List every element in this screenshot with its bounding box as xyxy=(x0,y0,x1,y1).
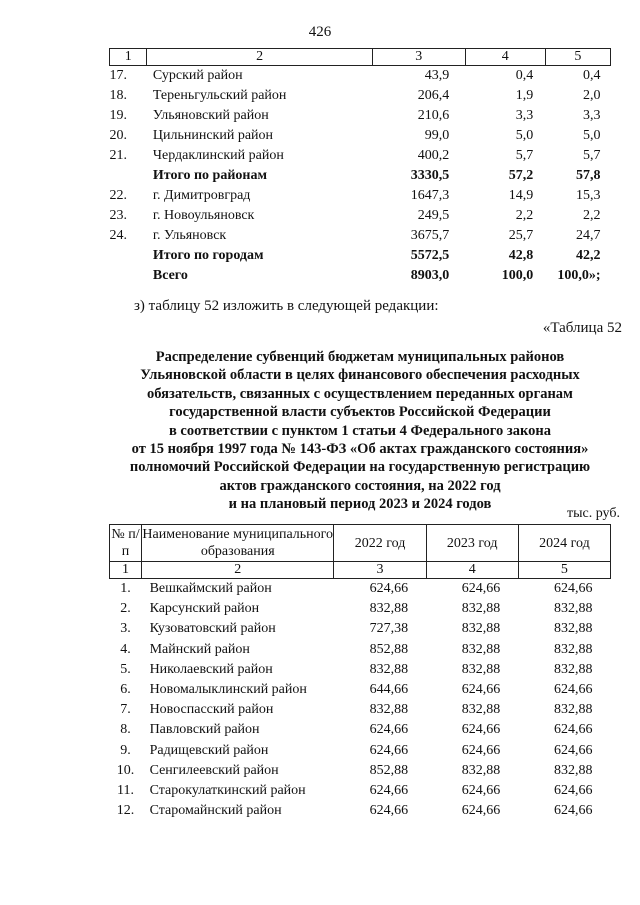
table-2-cell-y2022: 624,66 xyxy=(369,742,409,758)
table-2-column-numbers-row xyxy=(110,562,611,579)
table-1-row xyxy=(110,166,611,186)
table-1-cell-name: Итого по городам xyxy=(152,248,264,263)
table-2-row xyxy=(110,619,611,639)
page-number: 426 xyxy=(308,24,332,40)
table-2-cell-y2024: 832,88 xyxy=(554,601,593,617)
table-2-cell-y2024: 624,66 xyxy=(554,803,593,819)
table-1-row xyxy=(110,206,611,226)
table-2-cell-y2022: 832,88 xyxy=(369,661,409,677)
table-1-cell-v3: 206,4 xyxy=(417,88,450,103)
table-1-cell-v4: 1,9 xyxy=(515,88,534,103)
header-2022: 2022 год xyxy=(334,525,426,562)
table-2-cell-y2022: 832,88 xyxy=(369,601,409,617)
table-1-cell-v3: 400,2 xyxy=(417,148,450,163)
table-1-cell-v5: 100,0»; xyxy=(557,268,601,283)
table-2-cell-num: 4. xyxy=(120,641,131,657)
table-1-header-cell: 4 xyxy=(465,49,545,66)
table-1-cell-v5: 42,2 xyxy=(576,248,601,263)
amendment-paragraph: з) таблицу 52 изложить в следующей редакции: xyxy=(134,298,439,314)
table-2-row xyxy=(110,781,611,801)
table-1-cell-name: г. Димитровград xyxy=(152,188,251,203)
table-2-cell-y2022: 727,38 xyxy=(369,621,409,637)
table-1-cell-v4: 100,0 xyxy=(501,268,534,283)
table-2-cell-y2023: 832,88 xyxy=(461,601,501,617)
table-2-cell-num: 9. xyxy=(120,742,131,758)
table-1-row xyxy=(110,126,611,146)
table-1-cell-v3: 3330,5 xyxy=(410,168,450,183)
table-2-cell-y2023: 624,66 xyxy=(461,783,501,799)
table-1-cell-name: Всего xyxy=(152,268,188,283)
table-2-cell-y2022: 644,66 xyxy=(369,682,409,698)
title-line: Распределение субвенций бюджетам муниципальных районов xyxy=(155,349,565,365)
table-1-cell-v3: 249,5 xyxy=(417,208,450,223)
table-2-cell-y2024: 624,66 xyxy=(554,581,593,596)
column-number: 2 xyxy=(142,562,334,579)
table-1-cell-v4: 42,8 xyxy=(508,248,534,263)
column-number: 1 xyxy=(110,562,142,579)
table-1-cell-v3: 1647,3 xyxy=(410,188,450,203)
table-2-cell-y2023: 624,66 xyxy=(461,803,501,819)
table-1-cell-v5: 24,7 xyxy=(576,228,601,243)
table-1-cell-v5: 5,7 xyxy=(583,148,601,163)
table-2-cell-num: 5. xyxy=(120,661,131,677)
table-1-cell-v3: 8903,0 xyxy=(410,268,450,283)
table-2-cell-y2024: 624,66 xyxy=(554,783,593,799)
title-line: от 15 ноября 1997 года № 143-ФЗ «Об актах гражданского состояния» xyxy=(131,441,589,458)
table-1-cell-name: г. Новоульяновск xyxy=(152,208,255,223)
table-1-cell-v3: 210,6 xyxy=(417,108,450,123)
table-1-cell-num xyxy=(110,246,147,266)
table-1-cell-v5: 5,0 xyxy=(583,128,601,143)
table-2-cell-y2024: 832,88 xyxy=(554,641,593,657)
table-1-cell-v3: 3675,7 xyxy=(410,228,450,243)
header-2023: 2023 год xyxy=(426,525,518,562)
table-2-cell-name: Старомайнский район xyxy=(149,803,282,819)
table-2-cell-name: Николаевский район xyxy=(149,661,273,677)
table-2-cell-y2022: 852,88 xyxy=(369,641,409,657)
table-1-cell-v5: 2,0 xyxy=(583,88,601,103)
table-2-cell-y2022: 624,66 xyxy=(369,722,409,738)
table-2-cell-name: Новомалыклинский район xyxy=(149,682,307,698)
table-2-cell-y2022: 624,66 xyxy=(369,803,409,819)
table-2-cell-y2024: 832,88 xyxy=(554,702,593,718)
table-1-cell-v3: 5572,5 xyxy=(410,248,450,263)
table-2-cell-y2023: 832,88 xyxy=(461,762,501,778)
table-2-cell-name: Вешкаймский район xyxy=(149,581,272,596)
table-1-cell-v3: 99,0 xyxy=(424,128,450,143)
table-reference: «Таблица 52 xyxy=(542,320,622,336)
table-2-cell-name: Старокулаткинский район xyxy=(149,783,306,799)
table-2-cell-num: 2. xyxy=(120,601,131,617)
table-2-cell-num: 12. xyxy=(116,803,135,819)
table-2-cell-num: 3. xyxy=(120,621,131,637)
table-1-cell-num: 24. xyxy=(109,228,127,243)
table-1-header-cell: 2 xyxy=(147,49,372,66)
title-line: обязательств, связанных с осуществлением переданных органам xyxy=(147,385,573,402)
table-1-row xyxy=(110,226,611,246)
header-2024: 2024 год xyxy=(518,525,610,562)
table-title xyxy=(100,348,620,514)
table-1-row xyxy=(110,146,611,166)
table-1-cell-name: Тереньгульский район xyxy=(152,88,287,103)
table-1-cell-v4: 2,2 xyxy=(515,208,534,223)
table-1-cell-num: 19. xyxy=(109,108,127,123)
table-2-cell-y2023: 832,88 xyxy=(461,621,501,637)
table-1-cell-num: 17. xyxy=(109,68,127,83)
table-1-cell-v5: 15,3 xyxy=(576,188,601,203)
table-1-cell-num: 23. xyxy=(109,208,127,223)
table-2-cell-y2024: 832,88 xyxy=(554,661,593,677)
table-2-cell-y2023: 832,88 xyxy=(461,702,501,718)
table-2-row xyxy=(110,801,611,821)
table-2-cell-num: 1. xyxy=(120,581,131,596)
table-1-cell-v4: 25,7 xyxy=(508,228,534,243)
table-1-cell-num: 18. xyxy=(109,88,127,103)
table-2-row xyxy=(110,579,611,600)
table-2-cell-num: 11. xyxy=(117,783,135,799)
table-2-cell-y2022: 624,66 xyxy=(369,581,409,596)
table-1-row xyxy=(110,266,611,286)
title-line: Ульяновской области в целях финансового обеспечения расходных xyxy=(140,367,580,384)
table-2-cell-y2024: 624,66 xyxy=(554,742,593,758)
table-1-cell-v4: 14,9 xyxy=(508,188,534,203)
table-2-cell-y2022: 832,88 xyxy=(369,702,409,718)
table-2-cell-name: Майнский район xyxy=(149,641,250,657)
table-1-cell-name: Итого по районам xyxy=(152,168,267,183)
table-2-cell-y2024: 624,66 xyxy=(554,722,593,738)
table-2-cell-name: Павловский район xyxy=(149,722,260,738)
table-2-cell-num: 7. xyxy=(120,702,131,718)
table-1-cell-v3: 43,9 xyxy=(424,68,450,83)
table-1-cell-num: 21. xyxy=(109,148,127,163)
table-2-cell-y2022: 852,88 xyxy=(369,762,409,778)
table-2-row xyxy=(110,680,611,700)
table-2-cell-y2024: 832,88 xyxy=(554,621,593,637)
table-1-cell-name: Сурский район xyxy=(152,68,243,83)
table-2-row xyxy=(110,741,611,761)
table-1-row xyxy=(110,246,611,266)
table-2-cell-y2024: 624,66 xyxy=(554,682,593,698)
table-1-cell-v4: 5,0 xyxy=(515,128,534,143)
table-2-cell-y2022: 624,66 xyxy=(369,783,409,799)
table-1-header-cell: 5 xyxy=(545,49,610,66)
table-2-cell-num: 8. xyxy=(120,722,131,738)
table-1-cell-name: Чердаклинский район xyxy=(152,148,284,163)
header-name: Наименование муниципального образования xyxy=(142,525,334,562)
table-1-cell-num xyxy=(110,166,147,186)
table-1-cell-name: г. Ульяновск xyxy=(152,228,227,243)
table-2-row xyxy=(110,599,611,619)
table-2-cell-y2023: 832,88 xyxy=(461,661,501,677)
table-1-cell-num: 20. xyxy=(109,128,127,143)
table-2 xyxy=(109,524,611,821)
table-2-cell-num: 10. xyxy=(116,762,135,778)
table-2-cell-y2024: 832,88 xyxy=(554,762,593,778)
title-line: актов гражданского состояния, на 2022 год xyxy=(219,477,501,494)
table-2-cell-name: Радищевский район xyxy=(149,742,269,758)
table-1-cell-name: Цильнинский район xyxy=(152,128,274,143)
column-number: 3 xyxy=(334,562,426,579)
table-1 xyxy=(109,48,611,286)
header-num: № п/п xyxy=(110,525,142,562)
table-1-cell-v5: 57,8 xyxy=(576,168,601,183)
table-1-cell-v5: 0,4 xyxy=(583,68,601,83)
table-1-cell-v5: 3,3 xyxy=(583,108,601,123)
title-line: в соответствии с пунктом 1 статьи 4 Федерального закона xyxy=(168,422,552,439)
table-2-row xyxy=(110,640,611,660)
table-2-row xyxy=(110,720,611,740)
table-1-row xyxy=(110,86,611,106)
table-2-cell-y2023: 624,66 xyxy=(461,682,501,698)
table-1-header-row xyxy=(110,49,611,66)
column-number: 4 xyxy=(426,562,518,579)
table-2-row xyxy=(110,700,611,720)
title-line: полномочий Российской Федерации на государственную регистрацию xyxy=(129,459,591,476)
table-2-cell-name: Сенгилеевский район xyxy=(149,762,279,778)
table-1-cell-num: 22. xyxy=(109,188,127,203)
table-2-row xyxy=(110,761,611,781)
unit-label: тыс. руб. xyxy=(567,506,620,521)
table-2-cell-name: Новоспасский район xyxy=(149,702,274,718)
table-1-cell-v4: 5,7 xyxy=(515,148,534,163)
table-2-cell-y2023: 624,66 xyxy=(461,722,501,738)
table-1-row xyxy=(110,186,611,206)
table-1-cell-v4: 57,2 xyxy=(508,168,534,183)
table-1-cell-v5: 2,2 xyxy=(583,208,601,223)
table-2-cell-y2023: 624,66 xyxy=(461,742,501,758)
table-1-cell-name: Ульяновский район xyxy=(152,108,269,123)
table-2-cell-y2023: 624,66 xyxy=(461,581,501,596)
table-1-cell-num xyxy=(110,266,147,286)
table-2-cell-name: Кузоватовский район xyxy=(149,621,276,637)
table-1-header-cell: 3 xyxy=(372,49,465,66)
table-2-cell-num: 6. xyxy=(120,682,131,698)
table-2-cell-name: Карсунский район xyxy=(149,601,260,617)
table-1-cell-v4: 0,4 xyxy=(515,68,534,83)
table-2-row xyxy=(110,660,611,680)
table-2-header-row xyxy=(110,525,611,562)
table-2-cell-y2023: 832,88 xyxy=(461,641,501,657)
title-line: государственной власти субъектов Российской Федерации xyxy=(169,404,551,421)
table-1-header-cell: 1 xyxy=(110,49,147,66)
table-1-row xyxy=(110,66,611,87)
column-number: 5 xyxy=(518,562,610,579)
title-line: и на плановый период 2023 и 2024 годов xyxy=(228,496,492,513)
table-1-row xyxy=(110,106,611,126)
table-1-cell-v4: 3,3 xyxy=(515,108,534,123)
